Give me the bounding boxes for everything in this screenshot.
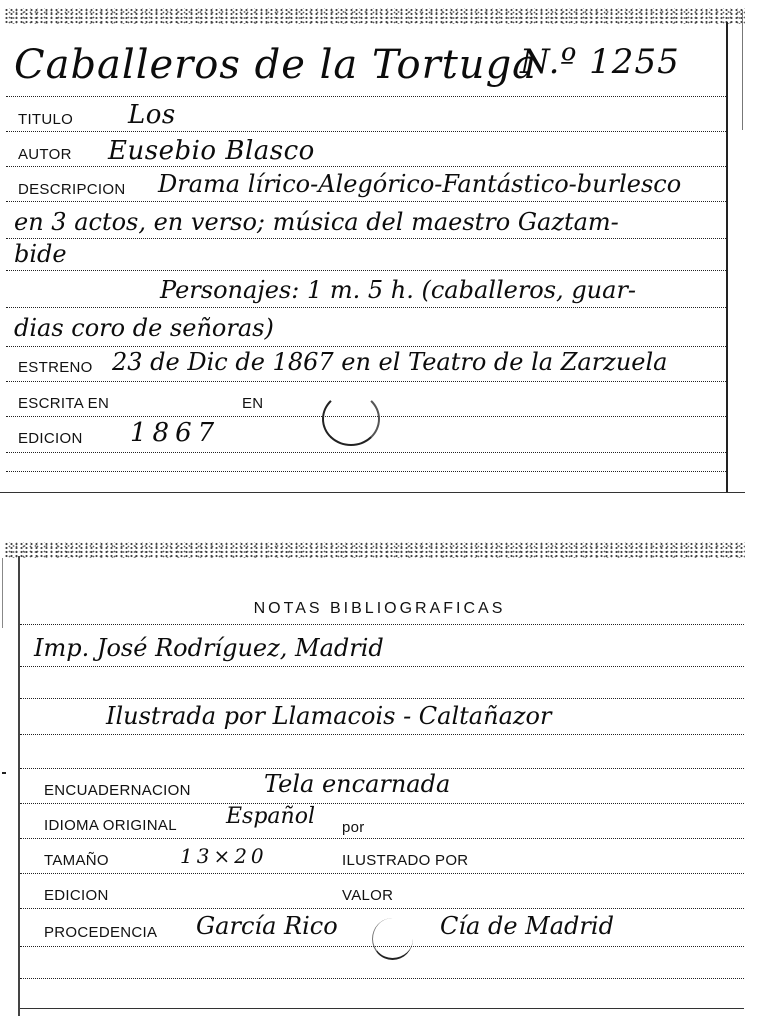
rule-edicion-bottom xyxy=(20,908,744,909)
note-line1: Imp. José Rodríguez, Madrid xyxy=(34,634,384,662)
rule-descripcion-1 xyxy=(6,201,726,202)
rule-note-1 xyxy=(20,666,744,667)
rule-edicion xyxy=(6,452,726,453)
value-edicion: 1867 xyxy=(130,418,221,448)
punch-hole xyxy=(372,918,413,960)
notas-heading: NOTAS BIBLIOGRAFICAS xyxy=(253,600,506,617)
card-top-edge-speckle xyxy=(4,8,745,24)
label-tamano: TAMAÑO xyxy=(44,852,109,869)
circular-stamp xyxy=(322,392,380,446)
label-titulo: TITULO xyxy=(18,111,74,128)
rule-blank xyxy=(6,471,726,472)
value-idioma-original: Español xyxy=(226,804,315,829)
label-estreno: ESTRENO xyxy=(18,359,93,376)
rule-estreno xyxy=(6,381,726,382)
label-autor: AUTOR xyxy=(18,146,72,163)
card-number: N.º 1255 xyxy=(520,42,680,82)
label-ilustrado-por: ILUSTRADO POR xyxy=(342,852,469,869)
value-titulo: Los xyxy=(128,100,176,130)
rule-descripcion-5 xyxy=(6,346,726,347)
label-escrita-en: ESCRITA EN xyxy=(18,395,110,412)
label-en: EN xyxy=(242,395,264,412)
label-idioma-por: por xyxy=(342,819,365,836)
label-valor: VALOR xyxy=(342,887,394,904)
note-line2: Ilustrada por Llamacois - Caltañazor xyxy=(106,702,552,730)
rule-blank-bottom xyxy=(20,978,744,979)
rule-note-3 xyxy=(20,734,744,735)
label-idioma-original: IDIOMA ORIGINAL xyxy=(44,817,177,834)
value-tamano: 13×20 xyxy=(180,844,268,868)
rule-tamano xyxy=(20,873,744,874)
label-encuadernacion: ENCUADERNACION xyxy=(44,782,191,799)
value-procedencia-2: Cía de Madrid xyxy=(440,912,614,940)
rule-autor xyxy=(6,166,726,167)
rule-descripcion-4 xyxy=(6,307,726,308)
label-descripcion: DESCRIPCION xyxy=(18,181,126,198)
value-encuadernacion: Tela encarnada xyxy=(264,770,451,798)
card-top-bottom-edge xyxy=(0,492,745,493)
card-bottom-bottom-edge xyxy=(20,1008,744,1009)
value-autor: Eusebio Blasco xyxy=(108,136,315,166)
card-title: Caballeros de la Tortuga xyxy=(14,42,538,88)
rule-titulo xyxy=(6,131,726,132)
catalog-card-bottom xyxy=(0,538,759,1018)
rule-heading xyxy=(20,624,744,625)
label-edicion: EDICION xyxy=(18,430,83,447)
value-descripcion-line4: Personajes: 1 m. 5 h. (caballeros, guar- xyxy=(160,276,637,304)
card-bottom-edge-speckle xyxy=(4,542,745,558)
margin-tick xyxy=(2,772,6,774)
rule-descripcion-2 xyxy=(6,238,726,239)
value-estreno: 23 de Dic de 1867 en el Teatro de la Zarzuela xyxy=(112,348,668,376)
rule-idioma xyxy=(20,838,744,839)
value-descripcion-line3: bide xyxy=(14,240,67,268)
label-edicion-bottom: EDICION xyxy=(44,887,109,904)
rule-title xyxy=(6,96,726,97)
rule-descripcion-3 xyxy=(6,270,726,271)
card-top-outer-edge xyxy=(742,10,743,130)
value-descripcion-line2: en 3 actos, en verso; música del maestro Gaztam- xyxy=(14,208,619,236)
rule-encuadernacion xyxy=(20,803,744,804)
value-descripcion-line1: Drama lírico-Alegórico-Fantástico-burlesco xyxy=(158,170,682,198)
label-procedencia: PROCEDENCIA xyxy=(44,924,158,941)
rule-note-2 xyxy=(20,698,744,699)
catalog-card-top xyxy=(0,0,759,500)
card-top-right-border xyxy=(726,22,728,492)
value-procedencia: García Rico xyxy=(196,912,338,940)
value-descripcion-line5: dias coro de señoras) xyxy=(14,314,274,342)
rule-procedencia xyxy=(20,946,744,947)
card-bottom-left-border xyxy=(18,556,20,1016)
rule-note-4 xyxy=(20,768,744,769)
